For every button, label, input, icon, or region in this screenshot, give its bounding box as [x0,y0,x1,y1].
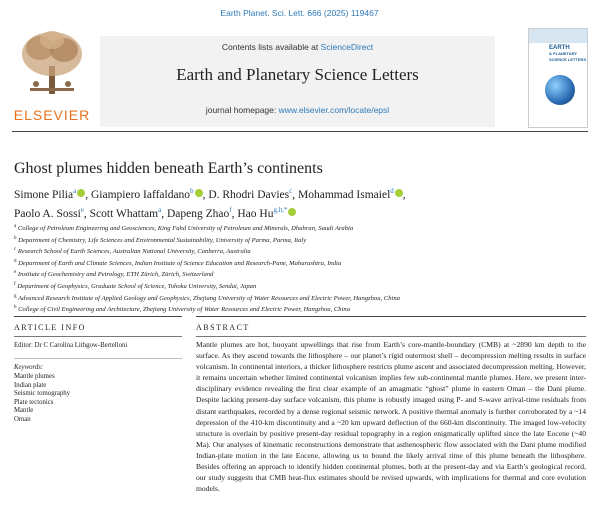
author[interactable]: Hao $Hu^{g,h,*}$ [237,208,296,220]
keyword: Oman [14,415,31,423]
author[interactable]: D. Rhodri Davies$^c$ [208,187,293,201]
elsevier-wordmark: ELSEVIER [13,107,91,123]
affiliation: $^a$ College of Petroleum Engineering and Geosciences, King Fahd University of Petroleum and Minerals, Dhahran, Saudi Arabia [14,224,354,233]
cover-banner [529,29,587,43]
sciencedirect-link[interactable]: ScienceDirect [320,42,374,52]
article-info-subrule [14,336,182,337]
keyword: Mantle plumes [14,373,55,380]
homepage-line [100,105,495,115]
author[interactable]: Giampiero Iaffaldano$^b$ [91,189,203,201]
orcid-icon[interactable] [77,189,85,197]
article-info-heading: ARTICLE INFO [14,323,86,332]
affiliations [14,222,584,315]
author[interactable]: Simone Pilia$^a$ [14,189,85,201]
elsevier-logo[interactable] [12,24,92,127]
author[interactable]: Scott Whattam$^a$ [89,205,162,220]
cover-globe-icon [545,75,575,105]
orcid-icon[interactable] [395,189,403,197]
affiliation: $^e$ Institute of Geochemistry and Petrology, ETH Zürich, Zürich, Switzerland [14,270,214,279]
author[interactable]: Paolo A. Sossi$^e$ [14,205,84,220]
keywords-list [14,373,70,425]
affiliation: $^f$ Department of Geophysics, Graduate School of Science, Tohoku University, Sendai, Japan [14,281,257,291]
keyword: Plate tectonics [14,398,54,406]
article-title: Ghost plumes hidden beneath Earth’s continents [14,160,323,177]
journal-citation[interactable]: Earth Planet. Sci. Lett. 666 (2025) 119467 [220,8,379,18]
affiliation: $^g$ Advanced Research Institute of Applied Geology and Geophysics, Zhejiang University of Water Resources and Electric Power, Hangzhou, China [14,293,400,302]
abstract-text: Mantle plumes are hot, buoyant upwellings that rise from Earth’s core-mantle-boundary (CMB) at ~2890 km depth to the surface. As they ascend towards the lithosphere – our planet’s rigid outermost shell – decompression melting results in surface volcanism. In continental interiors, a thicker lithosphere restricts plume ascent and associated decompression melting. However, it remains uncertain whether limited continental volcanism implies few sub-continental mantle plumes. Here, we present inter-disciplinary evidence revealing the first clear example of an amagmatic “ghost” plume in eastern Oman – the Dani plume. Despite lacking present-day surface volcanism, this plume is robustly imaged using P- and S-wave arrival-time residuals from distant earthquakes, recorded by a dense regional seismic network. A positive thermal anomaly is further corroborated by a ~14 depression of the 410-km discontinuity and a ~20 km upward deflection of the 660-km discontinuity. The imaged low-velocity structure is overlain by positive present-day residual topography in a region enigmatically uplifted since the late Eocene (~40 Ma). Our analyses of kinematic reconstructions demonstrate that asthenospheric flow associated with the Dani plume modified Indian-plate motion in the late Eocene, allowing us to bound the likely arrival time of this plume beneath the lithosphere. Besides offering an approach to identify hidden continental plumes, both at the present-day and via Earth’s geological record, our study suggests that CMB heat-flux estimates should be revised upwards, with implications for thermal and core evolution models. [196,340,586,494]
header-divider [12,131,588,132]
editor-line: Editor: Dr C Carolina Lithgow-Bertelloni [14,342,128,349]
journal-title[interactable]: Earth and Planetary Science Letters [176,65,419,84]
abstract-rule [196,316,586,317]
affiliation: $^h$ College of Civil Engineering and Architecture, Zhejiang University of Water Resources and Electric Power, Hangzhou, China [14,305,350,314]
article-info-rule [14,316,182,317]
journal-header [12,24,588,129]
keyword: Seismic tomography [14,390,71,398]
contents-prefix: Contents lists available at [221,42,319,52]
homepage-link[interactable]: www.elsevier.com/locate/epsl [278,105,390,115]
keyword: Indian plate [14,381,47,389]
affiliation: $^c$ Research School of Earth Sciences, Australian National University, Canberra, Australia [14,247,251,256]
author[interactable]: Mohammad Ismaiel$^d$ [298,189,403,201]
keywords-divider [14,358,182,359]
orcid-icon[interactable] [288,208,296,216]
journal-cover-thumbnail[interactable] [528,28,588,128]
keyword: Mantle [14,407,34,415]
abstract-subrule [196,336,586,337]
affiliation: $^d$ Department of Earth and Climate Sciences, Indian Institute of Science Education and Research-Pune, Maharashtra, India [14,258,342,267]
journal-banner [100,36,495,127]
cover-title: EARTH & PLANETARY SCIENCE LETTERS [549,45,587,62]
author-list: Simone Pilia$^a$ , Giampiero Iaffaldano$^b$ , D. Rhodri Davies$^c$, Mohammad Ismaiel$^d$ , Paolo A. Sossi$^e$, Scott Whattam$^a$, Dapeng Zhao$^f$, Hao $Hu^{g,h,*}$ [14,187,406,220]
orcid-icon[interactable] [195,189,203,197]
abstract-heading: ABSTRACT [196,323,250,332]
homepage-prefix: journal homepage: [205,105,277,115]
elsevier-tree-icon [16,28,88,98]
author[interactable]: Dapeng Zhao$^f$ [166,205,232,220]
contents-line [100,42,495,52]
keywords-heading: Keywords: [14,364,44,371]
affiliation: $^b$ Department of Chemistry, Life Sciences and Environmental Sustainability, University of Parma, Parma, Italy [14,235,307,244]
